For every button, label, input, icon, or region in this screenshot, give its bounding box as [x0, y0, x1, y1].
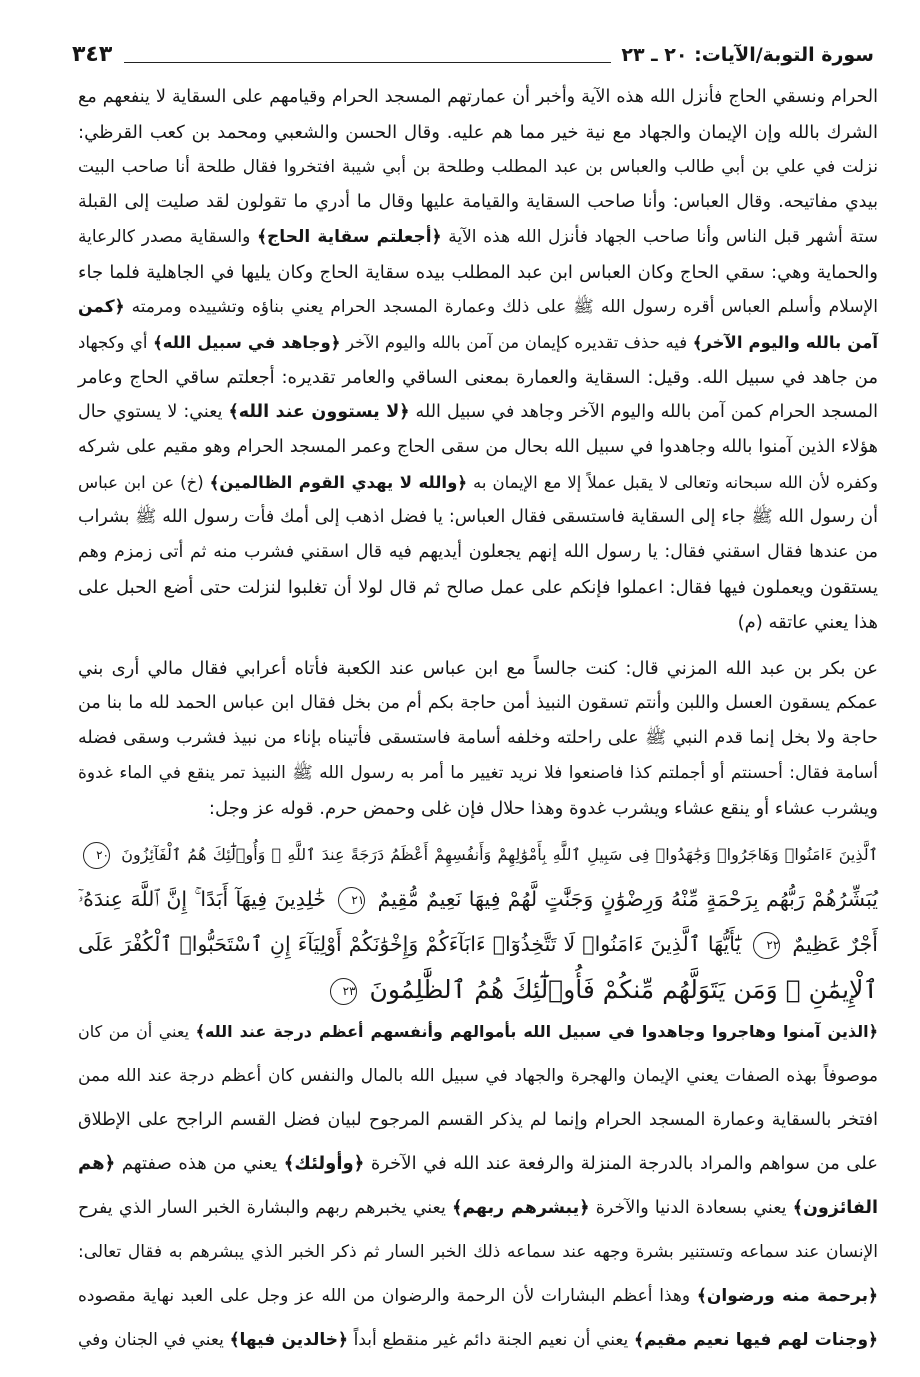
text-line	[78, 255, 878, 290]
text-line	[78, 791, 878, 826]
text-line	[78, 1186, 878, 1230]
text-run: والحماية وهي: سقي الحاج وكان العباس ابن عبد المطلب بيده سقاية الحاج وكان يليها في الجاهلية فلما جاء	[78, 262, 878, 283]
ayah-number-marker: ٢٣	[330, 978, 357, 1005]
text-line	[78, 1274, 878, 1318]
quran-quote: ﴿كمن	[78, 297, 125, 317]
text-line	[78, 1142, 878, 1186]
text-run: هذا يعني عاتقه (م)	[737, 612, 878, 633]
text-run: يعني بسعادة الدنيا والآخرة	[589, 1198, 793, 1218]
ayah-number-marker: ٢٢	[753, 932, 780, 959]
text-line	[78, 686, 878, 721]
page-number: ٣٤٣	[72, 42, 113, 67]
text-line	[78, 185, 878, 220]
text-line	[78, 570, 878, 605]
quran-quote: آمن بالله واليوم الآخر﴾	[692, 333, 878, 352]
quran-quote: ﴿أجعلتم سقاية الحاج﴾	[257, 227, 442, 247]
text-run: الشرك بالله وإن الإيمان والجهاد مع نية خير مما هم عليه. وقال الحسن والشعبي ومحمد بن كعب القرظي:	[78, 122, 878, 143]
text-run: الحرام ونسقي الحاج فأنزل الله هذه الآية وأخبر أن عمارتهم المسجد الحرام وقيامهم على السقاية لا ينفعهم مع	[78, 87, 878, 107]
text-run: عن بكر بن عبد الله المزني قال: كنت جالساً مع ابن عباس عند الكعبة فأتاه أعرابي فقال مالي أرى بني	[78, 658, 878, 679]
text-line	[78, 500, 878, 535]
text-line	[78, 115, 878, 150]
text-line	[78, 290, 878, 325]
paragraph	[78, 1010, 878, 1362]
text-run: يعني يخبرهم ربهم والبشارة الخبر السار الذي يفرح	[78, 1198, 453, 1218]
quran-quote: ﴿الذين آمنوا وهاجروا وجاهدوا في سبيل الله بأموالهم وأنفسهم أعظم درجة عند الله﴾	[195, 1022, 878, 1041]
text-run: يعني: لا يستوي حال	[78, 402, 229, 422]
text-line	[78, 535, 878, 570]
text-line	[78, 1010, 878, 1054]
quran-quote: الفائزون﴾	[792, 1198, 878, 1218]
text-line	[78, 756, 878, 791]
verse-text: يُبَشِّرُهُمْ رَبُّهُم بِرَحْمَةٍ مِّنْهُ وَرِضْوَٰنٍ وَجَنَّٰتٍ لَّهُمْ فِيهَا نَعِيمٌ مُّقِيمٌ	[377, 887, 878, 911]
text-run: أن رسول الله ﷺ جاء إلى السقاية فاستسقى فقال العباس: يا فضل اذهب إلى أمك فأت رسول الله ﷺ بشراب	[78, 507, 878, 527]
text-run: الإسلام وأسلم العباس أقره رسول الله ﷺ على ذلك وعمارة المسجد الحرام يعني بناؤه وتشييده ومرمته	[124, 297, 878, 317]
text-run: نزلت في علي بن أبي طالب والعباس بن عبد المطلب وطلحة بن أبي شيبة افتخروا فقال طلحة أنا صاحب البيت	[78, 157, 878, 177]
page-header	[72, 36, 874, 70]
text-run: بيدي مفاتيحه. وقال العباس: وأنا صاحب السقاية والقيامة عليها وقال ما أدري ما تقولون لقد صليت إلى القبلة	[78, 192, 878, 212]
text-line	[78, 325, 878, 360]
quran-quote: ﴿خالدين فيها﴾	[229, 1330, 348, 1350]
paragraph	[78, 80, 878, 640]
verse-line	[78, 967, 878, 1012]
verse-text: يَٰٓأَيُّهَا ٱلَّذِينَ ءَامَنُوا۟ لَا تَتَّخِذُوٓا۟ ءَابَآءَكُمْ وَإِخْوَٰنَكُمْ أَوْلِيَآءَ إِنِ ٱسْتَحَبُّوا۟ ٱلْكُفْرَ عَلَى	[78, 932, 742, 956]
text-line	[78, 430, 878, 465]
ayah-number-marker: ٢٠	[83, 842, 110, 869]
verse-text: خَٰلِدِينَ فِيهَآ أَبَدًا ۚ إِنَّ ٱللَّهَ عِندَهُۥٓ	[78, 887, 326, 911]
quran-quote: ﴿لا يستوون عند الله﴾	[228, 402, 410, 422]
verse-line	[78, 922, 878, 967]
verse-text: أَجْرٌ عَظِيمٌ	[792, 932, 878, 956]
text-line	[78, 395, 878, 430]
text-run: وكفره لأن الله سبحانه وتعالى لا يقبل عملاً إلا مع الإيمان به	[467, 473, 879, 492]
verse-text: ٱلَّذِينَ ءَامَنُوا۟ وَهَاجَرُوا۟ وَجَٰهَدُوا۟ فِى سَبِيلِ ٱللَّهِ بِأَمْوَٰلِهِمْ وَأَنفُسِهِمْ أَعْظَمُ دَرَجَةً عِندَ ٱللَّهِ ۚ وَأُو۟لَٰٓئِكَ هُمُ ٱلْفَآئِزُونَ	[121, 845, 878, 864]
text-run: هؤلاء الذين آمنوا بالله وجاهدوا في سبيل الله بحال من سقى الحاج وعمر المسجد الحرام وهو مقيم على شركه	[78, 437, 878, 457]
text-line	[78, 150, 878, 185]
text-line	[78, 360, 878, 395]
text-line	[78, 1054, 878, 1098]
ayah-number-marker: ٢١	[338, 887, 365, 914]
text-run: ويشرب عشاء أو ينقع عشاء ويشرب غدوة وهذا حلال فإن غلى وحمض حرم. قوله عز وجل:	[208, 798, 878, 819]
text-run: المسجد الحرام كمن آمن بالله واليوم الآخر وجاهد في سبيل الله	[409, 402, 878, 422]
text-run: الإنسان عند سماعه وتستنير بشرة وجهه عند سماعه ذلك الخبر السار ثم ذكر الخبر الذي يبشرهم به فقال تعالى:	[78, 1242, 878, 1262]
text-run: أي وكجهاد	[78, 333, 154, 352]
text-run: يعني أن من كان	[78, 1022, 196, 1041]
quran-quote: ﴿وجاهد في سبيل الله﴾	[153, 333, 341, 352]
text-run: (خ) عن ابن عباس	[78, 473, 210, 492]
text-run: على من سواهم والمراد بالدرجة المنزلة والرفعة عند الله في الآخرة	[364, 1153, 878, 1174]
quran-quote: ﴿والله لا يهدي القوم الظالمين﴾	[209, 473, 468, 492]
verse-line	[78, 832, 878, 877]
quran-quote: ﴿هم	[78, 1153, 116, 1174]
text-line	[78, 220, 878, 255]
text-line	[78, 1318, 878, 1362]
text-run: موصوفاً بهذه الصفات يعني الإيمان والهجرة والجهاد في سبيل الله بالمال والنفس كان أعظم درجة عند الله ممن	[78, 1066, 878, 1086]
text-run: من عندها فقال اسقني فقال: يا رسول الله إنهم يجعلون أيديهم فيه قال اسقني فشرب منه ثم أتى زمزم وهم	[78, 542, 878, 562]
quran-quote: ﴿يبشرهم ربهم﴾	[452, 1198, 590, 1218]
quran-quote: ﴿برحمة منه ورضوان﴾	[696, 1286, 878, 1306]
text-run: من جاهد في سبيل الله. وقيل: السقاية والعمارة بمعنى الساقي والعامر تقديره: أجعلتم ساقي الحاج وعامر	[78, 367, 878, 388]
text-run: ستة أشهر قبل الناس وأنا صاحب الجهاد فأنزل الله هذه الآية	[441, 227, 878, 247]
text-line	[78, 465, 878, 500]
text-line	[78, 1098, 878, 1142]
text-run: أسامة فقال: أحسنتم أو أجملتم كذا فاصنعوا فلا نريد تغيير ما أمر به رسول الله ﷺ النبيذ تمر ينقع في الماء غدوة	[78, 763, 878, 783]
text-run: عمكم يسقون العسل واللبن وأنتم تسقون النبيذ أمن حاجة بكم أم من بخل فقال ابن عباس الحمد لله ما بنا من	[78, 693, 878, 713]
text-run: يعني من هذه صفتهم	[115, 1153, 284, 1174]
text-line	[78, 605, 878, 640]
text-run: يعني في الجنان وفي	[78, 1330, 230, 1350]
text-run: حاجة ولا بخل إنما قدم النبي ﷺ على راحلته وخلفه أسامة فاستسقى فأتيناه بإناء من نبيذ فشرب وسقى فضله	[78, 728, 878, 748]
verse-text: ٱلْإِيمَٰنِ ۚ وَمَن يَتَوَلَّهُم مِّنكُمْ فَأُو۟لَٰٓئِكَ هُمُ ٱلظَّٰلِمُونَ	[369, 975, 878, 1004]
quran-verses	[78, 832, 878, 1012]
quran-quote: ﴿وجنات لهم فيها نعيم مقيم﴾	[634, 1330, 878, 1350]
text-line	[78, 1230, 878, 1274]
text-line	[78, 651, 878, 686]
text-run: افتخر بالسقاية وعمارة المسجد الحرام وإنما لم يذكر القسم المرجوح لبيان فضل القسم الراجح على الإطلاق	[78, 1110, 878, 1130]
text-run: وهذا أعظم البشارات لأن الرحمة والرضوان من الله عز وجل على العبد نهاية مقصوده	[78, 1286, 697, 1306]
text-run: يعني أن نعيم الجنة دائم غير منقطع أبداً	[347, 1330, 635, 1350]
text-run: يستقون ويعملون فيها فقال: اعملوا فإنكم على عمل صالح ثم قال لولا أن تغلبوا لنزلت حتى أضع الحبل على	[78, 577, 878, 598]
text-line	[78, 80, 878, 115]
text-line	[78, 721, 878, 756]
text-run: والسقاية مصدر كالرعاية	[78, 227, 258, 247]
text-run: فيه حذف تقديره كإيمان من آمن بالله واليوم الآخر	[340, 333, 693, 352]
verse-line	[78, 877, 878, 922]
paragraph	[78, 651, 878, 826]
running-title: سورة التوبة/الآيات: ٢٠ ـ ٢٣	[621, 44, 874, 66]
header-rule	[124, 62, 611, 63]
quran-quote: ﴿وأولئك﴾	[283, 1153, 365, 1174]
